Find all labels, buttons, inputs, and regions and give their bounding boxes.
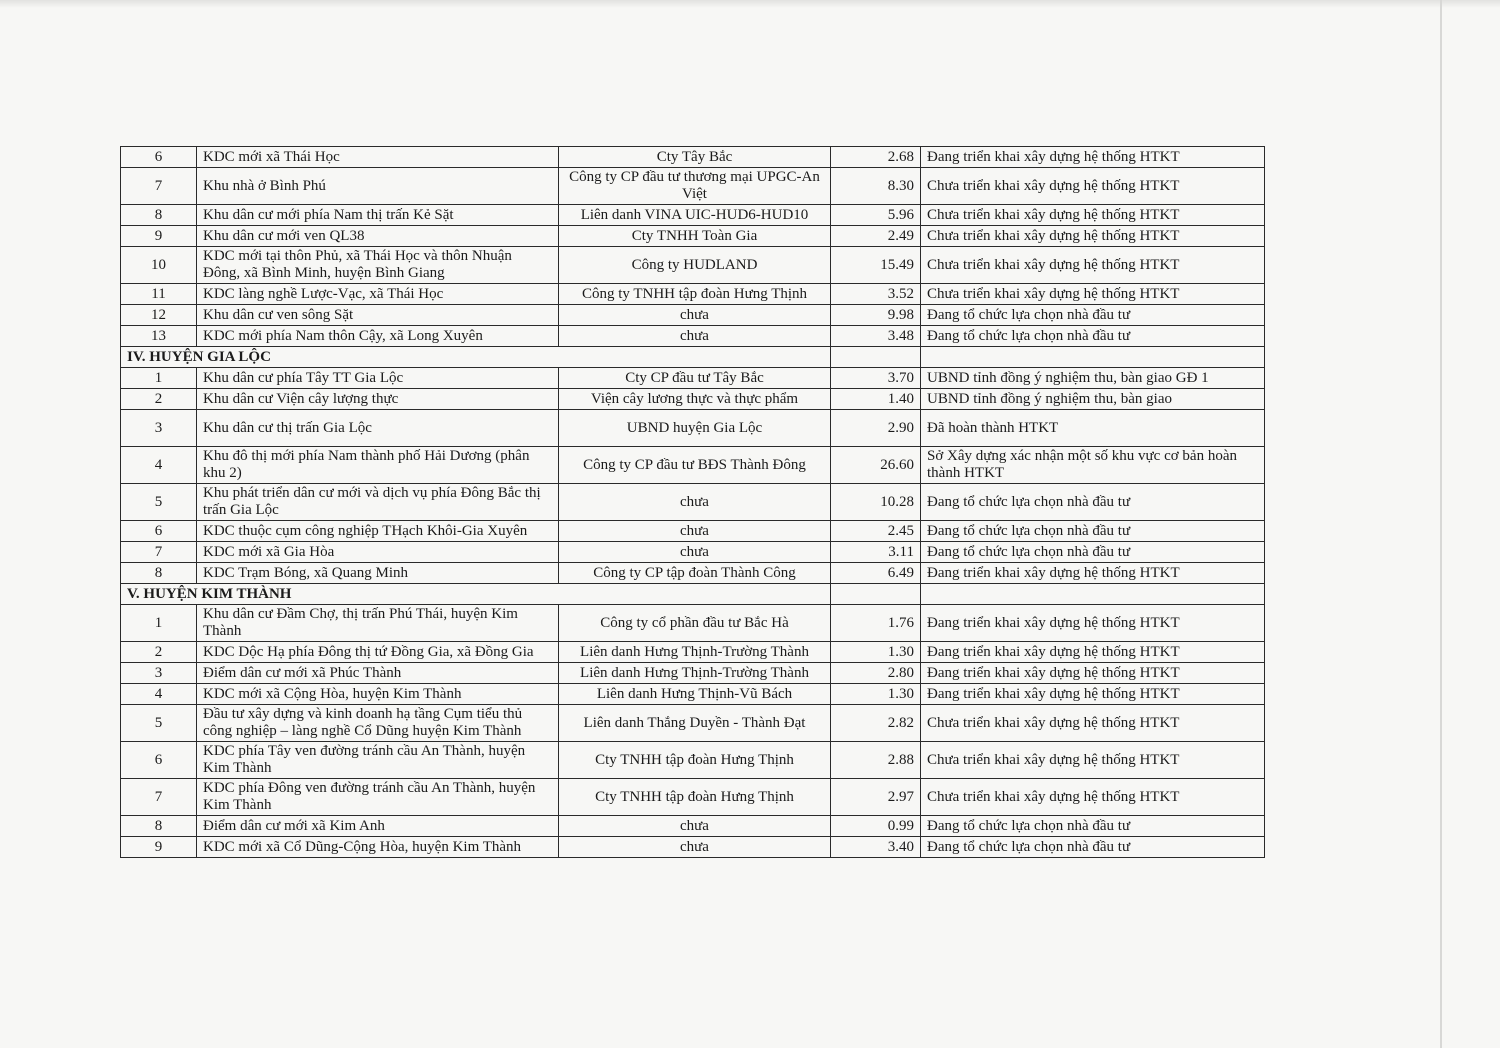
status-text: Đang triển khai xây dựng hệ thống HTKT xyxy=(921,605,1265,642)
project-name: KDC thuộc cụm công nghiệp THạch Khôi-Gia Xuyên xyxy=(197,521,559,542)
project-name: KDC Trạm Bóng, xã Quang Minh xyxy=(197,563,559,584)
project-name: Khu dân cư ven sông Sặt xyxy=(197,305,559,326)
area-value: 2.80 xyxy=(831,663,921,684)
row-number: 8 xyxy=(121,816,197,837)
status-text: Chưa triển khai xây dựng hệ thống HTKT xyxy=(921,168,1265,205)
table-row xyxy=(121,326,1265,347)
table-row xyxy=(121,563,1265,584)
investor-name: Cty TNHH tập đoàn Hưng Thịnh xyxy=(559,779,831,816)
row-number: 5 xyxy=(121,484,197,521)
area-value: 2.88 xyxy=(831,742,921,779)
project-table-body xyxy=(121,147,1265,858)
table-row xyxy=(121,663,1265,684)
project-name: KDC mới xã Thái Học xyxy=(197,147,559,168)
row-number: 5 xyxy=(121,705,197,742)
project-name: KDC làng nghề Lược-Vạc, xã Thái Học xyxy=(197,284,559,305)
table-row xyxy=(121,484,1265,521)
status-text: Đang tổ chức lựa chọn nhà đầu tư xyxy=(921,542,1265,563)
area-value: 3.11 xyxy=(831,542,921,563)
investor-name: chưa xyxy=(559,837,831,858)
row-number: 1 xyxy=(121,368,197,389)
table-row xyxy=(121,837,1265,858)
status-text: Đang triển khai xây dựng hệ thống HTKT xyxy=(921,642,1265,663)
status-text: UBND tỉnh đồng ý nghiệm thu, bàn giao xyxy=(921,389,1265,410)
investor-name: Công ty CP đầu tư thương mại UPGC-An Việt xyxy=(559,168,831,205)
status-text: Đang tổ chức lựa chọn nhà đầu tư xyxy=(921,837,1265,858)
row-number: 2 xyxy=(121,389,197,410)
project-name: Khu phát triển dân cư mới và dịch vụ phía Đông Bắc thị trấn Gia Lộc xyxy=(197,484,559,521)
project-name: KDC phía Đông ven đường tránh cầu An Thành, huyện Kim Thành xyxy=(197,779,559,816)
investor-name: Công ty HUDLAND xyxy=(559,247,831,284)
project-name: Khu dân cư Đầm Chợ, thị trấn Phú Thái, huyện Kim Thành xyxy=(197,605,559,642)
investor-name: Liên danh Hưng Thịnh-Trường Thành xyxy=(559,663,831,684)
investor-name: chưa xyxy=(559,816,831,837)
row-number: 9 xyxy=(121,837,197,858)
status-text: Chưa triển khai xây dựng hệ thống HTKT xyxy=(921,779,1265,816)
table-row xyxy=(121,705,1265,742)
investor-name: Cty CP đầu tư Tây Bắc xyxy=(559,368,831,389)
status-text: Chưa triển khai xây dựng hệ thống HTKT xyxy=(921,226,1265,247)
area-value: 2.97 xyxy=(831,779,921,816)
table-row xyxy=(121,284,1265,305)
status-text: Đã hoàn thành HTKT xyxy=(921,410,1265,447)
area-value: 9.98 xyxy=(831,305,921,326)
area-value: 3.70 xyxy=(831,368,921,389)
project-name: Đầu tư xây dựng và kinh doanh hạ tầng Cụm tiểu thủ công nghiệp – làng nghề Cổ Dũng huyện Kim Thành xyxy=(197,705,559,742)
section-row xyxy=(121,584,1265,605)
table-row xyxy=(121,305,1265,326)
project-name: Điểm dân cư mới xã Kim Anh xyxy=(197,816,559,837)
table-row xyxy=(121,226,1265,247)
area-value: 3.40 xyxy=(831,837,921,858)
area-value: 3.52 xyxy=(831,284,921,305)
investor-name: chưa xyxy=(559,305,831,326)
area-value: 5.96 xyxy=(831,205,921,226)
area-value: 1.76 xyxy=(831,605,921,642)
investor-name: Công ty TNHH tập đoàn Hưng Thịnh xyxy=(559,284,831,305)
area-value: 2.45 xyxy=(831,521,921,542)
project-name: KDC mới xã Gia Hòa xyxy=(197,542,559,563)
project-name: KDC mới tại thôn Phủ, xã Thái Học và thôn Nhuận Đông, xã Bình Minh, huyện Bình Giang xyxy=(197,247,559,284)
project-name: KDC mới xã Cộng Hòa, huyện Kim Thành xyxy=(197,684,559,705)
row-number: 12 xyxy=(121,305,197,326)
table-row xyxy=(121,205,1265,226)
table-row xyxy=(121,247,1265,284)
investor-name: Cty Tây Bắc xyxy=(559,147,831,168)
investor-name: Công ty cổ phần đầu tư Bắc Hà xyxy=(559,605,831,642)
row-number: 9 xyxy=(121,226,197,247)
area-value: 1.40 xyxy=(831,389,921,410)
status-text: Chưa triển khai xây dựng hệ thống HTKT xyxy=(921,705,1265,742)
project-name: Khu đô thị mới phía Nam thành phố Hải Dương (phân khu 2) xyxy=(197,447,559,484)
area-value: 1.30 xyxy=(831,642,921,663)
row-number: 7 xyxy=(121,779,197,816)
project-name: KDC Dộc Hạ phía Đông thị tứ Đồng Gia, xã Đồng Gia xyxy=(197,642,559,663)
status-text: Đang tổ chức lựa chọn nhà đầu tư xyxy=(921,326,1265,347)
table-row xyxy=(121,368,1265,389)
project-name: KDC mới xã Cổ Dũng-Cộng Hòa, huyện Kim Thành xyxy=(197,837,559,858)
row-number: 2 xyxy=(121,642,197,663)
table-row xyxy=(121,542,1265,563)
section-empty-cell xyxy=(831,584,921,605)
investor-name: chưa xyxy=(559,521,831,542)
area-value: 2.82 xyxy=(831,705,921,742)
row-number: 6 xyxy=(121,742,197,779)
project-name: Khu dân cư phía Tây TT Gia Lộc xyxy=(197,368,559,389)
section-row xyxy=(121,347,1265,368)
investor-name: chưa xyxy=(559,542,831,563)
status-text: Đang tổ chức lựa chọn nhà đầu tư xyxy=(921,484,1265,521)
status-text: Đang tổ chức lựa chọn nhà đầu tư xyxy=(921,816,1265,837)
status-text: Đang triển khai xây dựng hệ thống HTKT xyxy=(921,663,1265,684)
investor-name: chưa xyxy=(559,484,831,521)
table-row xyxy=(121,410,1265,447)
status-text: Chưa triển khai xây dựng hệ thống HTKT xyxy=(921,247,1265,284)
project-name: Khu dân cư mới ven QL38 xyxy=(197,226,559,247)
area-value: 3.48 xyxy=(831,326,921,347)
project-name: Khu dân cư Viện cây lượng thực xyxy=(197,389,559,410)
investor-name: Cty TNHH Toàn Gia xyxy=(559,226,831,247)
investor-name: UBND huyện Gia Lộc xyxy=(559,410,831,447)
status-text: Đang triển khai xây dựng hệ thống HTKT xyxy=(921,684,1265,705)
row-number: 3 xyxy=(121,410,197,447)
investor-name: Công ty CP đầu tư BĐS Thành Đông xyxy=(559,447,831,484)
area-value: 6.49 xyxy=(831,563,921,584)
status-text: Đang triển khai xây dựng hệ thống HTKT xyxy=(921,147,1265,168)
row-number: 11 xyxy=(121,284,197,305)
row-number: 1 xyxy=(121,605,197,642)
investor-name: Liên danh Thắng Duyền - Thành Đạt xyxy=(559,705,831,742)
row-number: 4 xyxy=(121,684,197,705)
status-text: Đang tổ chức lựa chọn nhà đầu tư xyxy=(921,305,1265,326)
investor-name: Liên danh Hưng Thịnh-Trường Thành xyxy=(559,642,831,663)
status-text: Chưa triển khai xây dựng hệ thống HTKT xyxy=(921,284,1265,305)
row-number: 8 xyxy=(121,563,197,584)
row-number: 6 xyxy=(121,521,197,542)
table-row xyxy=(121,168,1265,205)
project-name: KDC mới phía Nam thôn Cậy, xã Long Xuyên xyxy=(197,326,559,347)
status-text: UBND tỉnh đồng ý nghiệm thu, bàn giao GĐ 1 xyxy=(921,368,1265,389)
investor-name: Công ty CP tập đoàn Thành Công xyxy=(559,563,831,584)
area-value: 0.99 xyxy=(831,816,921,837)
project-name: Điểm dân cư mới xã Phúc Thành xyxy=(197,663,559,684)
area-value: 1.30 xyxy=(831,684,921,705)
table-row xyxy=(121,816,1265,837)
investor-name: Liên danh Hưng Thịnh-Vũ Bách xyxy=(559,684,831,705)
table-row xyxy=(121,779,1265,816)
area-value: 8.30 xyxy=(831,168,921,205)
investor-name: Viện cây lương thực và thực phẩm xyxy=(559,389,831,410)
area-value: 15.49 xyxy=(831,247,921,284)
area-value: 2.90 xyxy=(831,410,921,447)
area-value: 2.49 xyxy=(831,226,921,247)
section-empty-cell xyxy=(831,347,921,368)
table-row xyxy=(121,605,1265,642)
scan-top-shadow xyxy=(0,0,1500,8)
row-number: 8 xyxy=(121,205,197,226)
table-row xyxy=(121,684,1265,705)
row-number: 7 xyxy=(121,542,197,563)
project-name: Khu dân cư mới phía Nam thị trấn Kẻ Sặt xyxy=(197,205,559,226)
table-row xyxy=(121,521,1265,542)
row-number: 7 xyxy=(121,168,197,205)
row-number: 13 xyxy=(121,326,197,347)
project-name: Khu nhà ở Bình Phú xyxy=(197,168,559,205)
project-name: KDC phía Tây ven đường tránh cầu An Thành, huyện Kim Thành xyxy=(197,742,559,779)
investor-name: Liên danh VINA UIC-HUD6-HUD10 xyxy=(559,205,831,226)
project-table xyxy=(120,146,1265,858)
status-text: Chưa triển khai xây dựng hệ thống HTKT xyxy=(921,205,1265,226)
table-row xyxy=(121,447,1265,484)
status-text: Đang triển khai xây dựng hệ thống HTKT xyxy=(921,563,1265,584)
area-value: 26.60 xyxy=(831,447,921,484)
table-row xyxy=(121,147,1265,168)
status-text: Đang tổ chức lựa chọn nhà đầu tư xyxy=(921,521,1265,542)
row-number: 3 xyxy=(121,663,197,684)
table-row xyxy=(121,742,1265,779)
section-empty-cell xyxy=(921,584,1265,605)
page-edge-line xyxy=(1440,0,1442,1048)
section-title: V. HUYỆN KIM THÀNH xyxy=(121,584,831,605)
area-value: 2.68 xyxy=(831,147,921,168)
area-value: 10.28 xyxy=(831,484,921,521)
investor-name: Cty TNHH tập đoàn Hưng Thịnh xyxy=(559,742,831,779)
table-row xyxy=(121,642,1265,663)
section-title: IV. HUYỆN GIA LỘC xyxy=(121,347,831,368)
row-number: 4 xyxy=(121,447,197,484)
investor-name: chưa xyxy=(559,326,831,347)
row-number: 10 xyxy=(121,247,197,284)
row-number: 6 xyxy=(121,147,197,168)
section-empty-cell xyxy=(921,347,1265,368)
project-name: Khu dân cư thị trấn Gia Lộc xyxy=(197,410,559,447)
status-text: Chưa triển khai xây dựng hệ thống HTKT xyxy=(921,742,1265,779)
status-text: Sở Xây dựng xác nhận một số khu vực cơ bản hoàn thành HTKT xyxy=(921,447,1265,484)
table-row xyxy=(121,389,1265,410)
